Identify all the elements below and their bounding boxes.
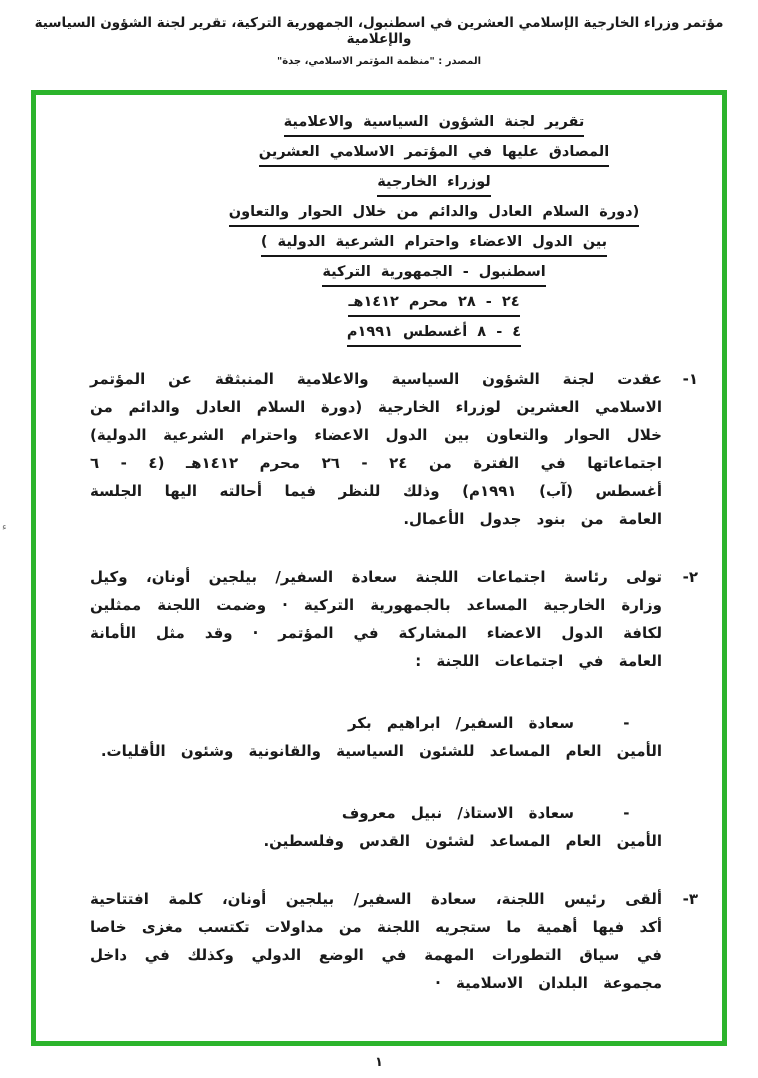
header-source: المصدر : "منظمة المؤتمر الاسلامي، جدة" bbox=[276, 56, 481, 67]
green-border-frame bbox=[31, 90, 727, 1046]
delegate-item-2 bbox=[90, 799, 662, 855]
delegate-2-title: الأمين العام المساعد لشئون القدس وفلسطين. bbox=[263, 832, 662, 850]
paragraph-2 bbox=[90, 563, 698, 855]
delegate-item-1 bbox=[90, 709, 662, 765]
delegate-2-line bbox=[90, 799, 662, 827]
title-line-7: ٢٤ - ٢٨ محرم ١٤١٢هـ bbox=[348, 293, 519, 317]
paragraph-3-text: ألقى رئيس اللجنة، سعادة السفير/ بيلجين أونان، كلمة افتتاحية أكد فيها أهمية ما ستجريه اللجنة من مداولات تكتسب مغزى خاصا في سياق التطورات المهمة في الوضع الدولي وكذلك في داخل مجموعة البلدان الاسلامية · bbox=[90, 890, 662, 992]
dash-bullet: - bbox=[623, 714, 632, 732]
document-body bbox=[36, 95, 722, 1041]
delegate-1-name: سعادة السفير/ ابراهيم بكر bbox=[347, 714, 574, 732]
title-line-4: (دورة السلام العادل والدائم من خلال الحوار والتعاون bbox=[229, 203, 640, 227]
paragraph-3 bbox=[90, 885, 698, 997]
document-header bbox=[0, 15, 758, 67]
delegate-1-title: الأمين العام المساعد للشئون السياسية والقانونية وشئون الأقليات. bbox=[100, 742, 662, 760]
header-title: مؤتمر وزراء الخارجية الإسلامي العشرين في اسطنبول، الجمهورية التركية، تقرير لجنة الشؤون السياسية والإعلامية bbox=[34, 15, 724, 47]
margin-scribble: ء bbox=[2, 522, 7, 533]
title-block bbox=[90, 109, 698, 347]
title-line-2: المصادق عليها في المؤتمر الاسلامي العشرين bbox=[259, 143, 609, 167]
paragraph-2-body bbox=[90, 563, 662, 855]
paragraph-3-body bbox=[90, 885, 662, 997]
paragraph-list bbox=[90, 365, 698, 997]
paragraph-1-number: ١- bbox=[682, 370, 698, 388]
paragraph-1 bbox=[90, 365, 698, 533]
title-line-3: لوزراء الخارجية bbox=[377, 173, 490, 197]
paragraph-1-text: عقدت لجنة الشؤون السياسية والاعلامية المنبثقة عن المؤتمر الاسلامي العشرين لوزراء الخارجية (دورة السلام العادل والدائم من خلال الحوار والتعاون بين الدول الاعضاء واحترام الشرعية الدولية) اجتماعاتها في الفترة من ٢٤ - ٢٦ محرم ١٤١٢هـ (٤ - ٦ أغسطس (آب) ١٩٩١م) وذلك للنظر فيما أحالته اليها الجلسة العامة من بنود جدول الأعمال. bbox=[90, 370, 663, 528]
paragraph-2-number: ٢- bbox=[682, 568, 698, 586]
page-number: ١ bbox=[375, 1055, 383, 1070]
paragraph-3-number: ٣- bbox=[682, 890, 698, 908]
title-line-6: اسطنبول - الجمهورية التركية bbox=[322, 263, 545, 287]
title-line-8: ٤ - ٨ أغسطس ١٩٩١م bbox=[347, 323, 521, 347]
paragraph-1-body bbox=[90, 365, 662, 533]
delegate-2-name: سعادة الاستاذ/ نبيل معروف bbox=[341, 804, 574, 822]
paragraph-2-text: تولى رئاسة اجتماعات اللجنة سعادة السفير/ بيلجين أونان، وكيل وزارة الخارجية المساعد بالجمهورية التركية · وضمت اللجنة ممثلين لكافة الدول الاعضاء المشاركة في المؤتمر · وقد مثل الأمانة العامة في اجتماعات اللجنة : bbox=[90, 568, 662, 670]
title-line-5: بين الدول الاعضاء واحترام الشرعية الدولية ) bbox=[261, 233, 607, 257]
dash-bullet: - bbox=[623, 804, 632, 822]
delegate-1-line bbox=[90, 709, 662, 737]
title-line-1: تقرير لجنة الشؤون السياسية والاعلامية bbox=[284, 113, 585, 137]
